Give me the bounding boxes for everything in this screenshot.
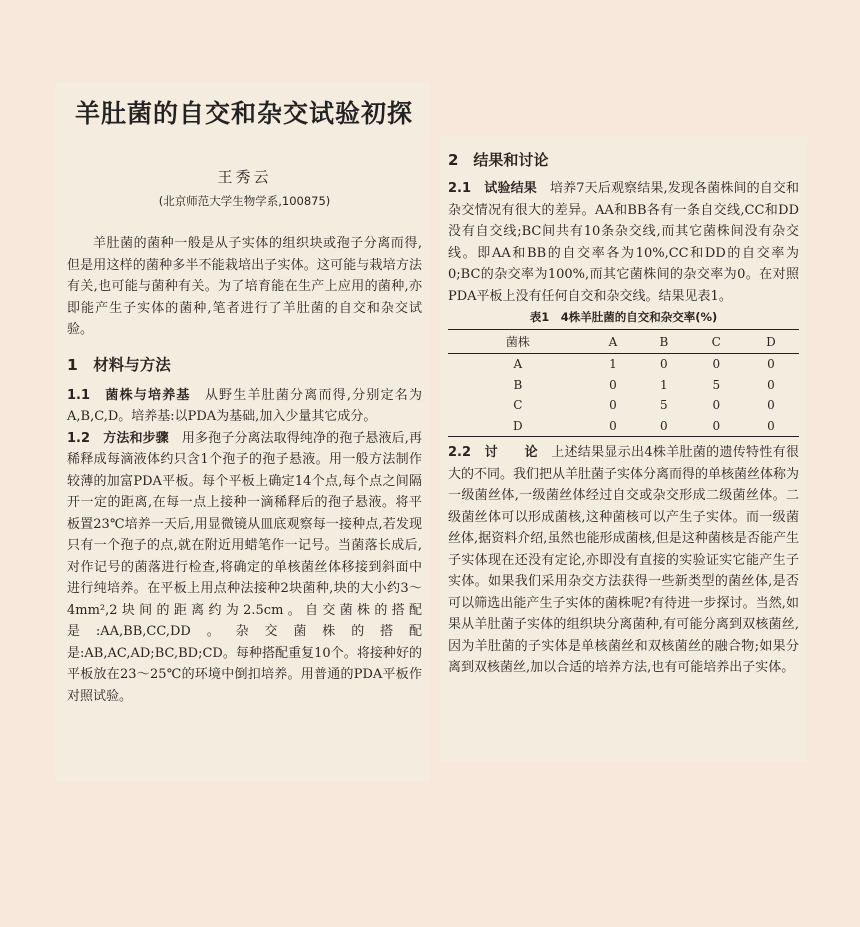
table-cell: 0: [660, 357, 668, 371]
table-cell: B: [513, 377, 523, 392]
table-caption: 表1 4株羊肚菌的自交和杂交率(%): [529, 310, 718, 324]
right-column: [440, 137, 807, 762]
table-row: [448, 395, 799, 416]
section-2-2-heading: 2.2 讨 论: [448, 445, 538, 460]
table-cell: 1: [660, 377, 668, 392]
table-cell: 5: [712, 377, 721, 392]
section-2-2-paragraph: [448, 442, 799, 679]
crossing-rate-table: [448, 329, 799, 437]
table-header-cell: C: [711, 334, 721, 349]
table-cell: 5: [660, 398, 668, 412]
table-header-cell: 菌株: [505, 335, 530, 349]
section-1-2-text: 用多孢子分离法取得纯净的孢子悬液后,再稀释成每滴液体约只含1个孢子的孢子悬液。用一般方法制作较薄的加富PDA平板。每个平板上确定14个点,每个点之间隔开一定的距离,在每一点上接种一滴稀释后的孢子悬液。将平板置23℃培养一天后,用显微镜从皿底观察每一接种点,若发现只有一个孢子的点,就在附近用蜡笔作一记号。当菌落长成后,对作记号的菌落进行检查,将确定的单核菌丝体移接到斜面中进行纯培养。在平板上用点种法接种2块菌种,块的大小约3～4mm²,2块间的距离约为2.5cm。自交菌株的搭配是:AA,BB,CC,DD。杂交菌株的搭配是:AB,AC,AD;BC,BD;CD。每种搭配重复10个。将接种好的平板放在23～25℃的环境中倒扣培养。用普通的PDA平板作对照试验。: [67, 430, 422, 704]
table-cell: 0: [660, 418, 668, 433]
table-cell: 0: [712, 398, 721, 412]
table-cell: 1: [609, 357, 617, 371]
section-1-1-paragraph: [67, 385, 422, 428]
table-row: [448, 354, 799, 375]
table-cell: 0: [767, 357, 775, 371]
table-row: [448, 375, 799, 396]
left-column: [55, 82, 430, 782]
table-cell: A: [513, 357, 523, 371]
section-1-1-heading: 1.1 菌株与培养基: [67, 387, 191, 403]
table-cell: 0: [767, 377, 775, 392]
section-2-1-heading: 2.1 试验结果: [448, 181, 537, 196]
section-2-2-text: 上述结果显示出4株羊肚菌的遗传特性有很大的不同。我们把从羊肚菌子实体分离而得的单核菌丝体称为一级菌丝体,一级菌丝体经过自交或杂交形成二级菌丝体。二级菌丝体可以形成菌核,这种菌核可以产生子实体。而一级菌丝体,据资料介绍,虽然也能形成菌核,但是这种菌核是否能产生子实体现在还没有定论,亦即没有直接的实验证实它能产生子实体。如果我们采用杂交方法获得一些新类型的菌丝体,是否可以筛选出能产生子实体的菌株呢?有待进一步探讨。当然,如果从羊肚菌子实体的组织块分离菌种,有可能分离到双核菌丝,因为羊肚菌的子实体是单核菌丝和双核菌丝的融合物;如果分离到双核菌丝,加以合适的培养方法,也有可能培养出子实体。: [448, 445, 800, 675]
section-1-2-heading: 1.2 方法和步骤: [67, 430, 169, 446]
table-cell: 0: [767, 398, 775, 412]
section-1-heading: 1 材料与方法: [67, 355, 171, 374]
table-cell: C: [513, 398, 523, 412]
table-header-cell: B: [659, 334, 669, 349]
table-cell: 0: [609, 398, 617, 412]
table-header-row: [448, 330, 799, 354]
table-cell: 0: [609, 377, 617, 392]
table-cell: D: [513, 418, 523, 433]
table-cell: 0: [767, 418, 775, 433]
section-1-1-text: 从野生羊肚菌分离而得,分别定名为A,B,C,D。培养基:以PDA为基础,加入少量其它成分。: [67, 387, 422, 424]
author-affiliation: (北京师范大学生物学系,100875): [158, 194, 331, 208]
section-1-2-paragraph: [67, 428, 422, 708]
intro-paragraph: 羊肚菌的菌种一般是从子实体的组织块或孢子分离而得,但是用这样的菌种多半不能栽培出子实体。这可能与栽培方法有关,也可能与菌种有关。为了培育能在生产上应用的菌种,亦即能产生子实体的菌种,笔者进行了羊肚菌的自交和杂交试验。: [67, 236, 422, 337]
author-name: 王秀云: [217, 168, 272, 186]
section-2-heading: 2 结果和讨论: [448, 151, 549, 169]
section-2-1-text: 培养7天后观察结果,发现各菌株间的自交和杂交情况有很大的差异。AA和BB各有一条自交线,CC和DD没有自交线;BC间共有10条杂交线,而其它菌株间没有杂交线。即AA和BB的自交率各为10%,CC和DD的自交率为0;BC的杂交率为100%,而其它菌株间的杂交率为0。在对照PDA平板上没有任何自交和杂交线。结果见表1。: [448, 181, 799, 304]
table-row: [448, 416, 799, 437]
table-cell: 0: [712, 357, 721, 371]
table-header-cell: D: [766, 334, 776, 349]
article-title: 羊肚菌的自交和杂交试验初探: [75, 99, 414, 128]
section-2-1-paragraph: [448, 178, 799, 307]
table-header-cell: A: [608, 334, 618, 349]
table-cell: 0: [712, 418, 721, 433]
table-cell: 0: [609, 418, 617, 433]
